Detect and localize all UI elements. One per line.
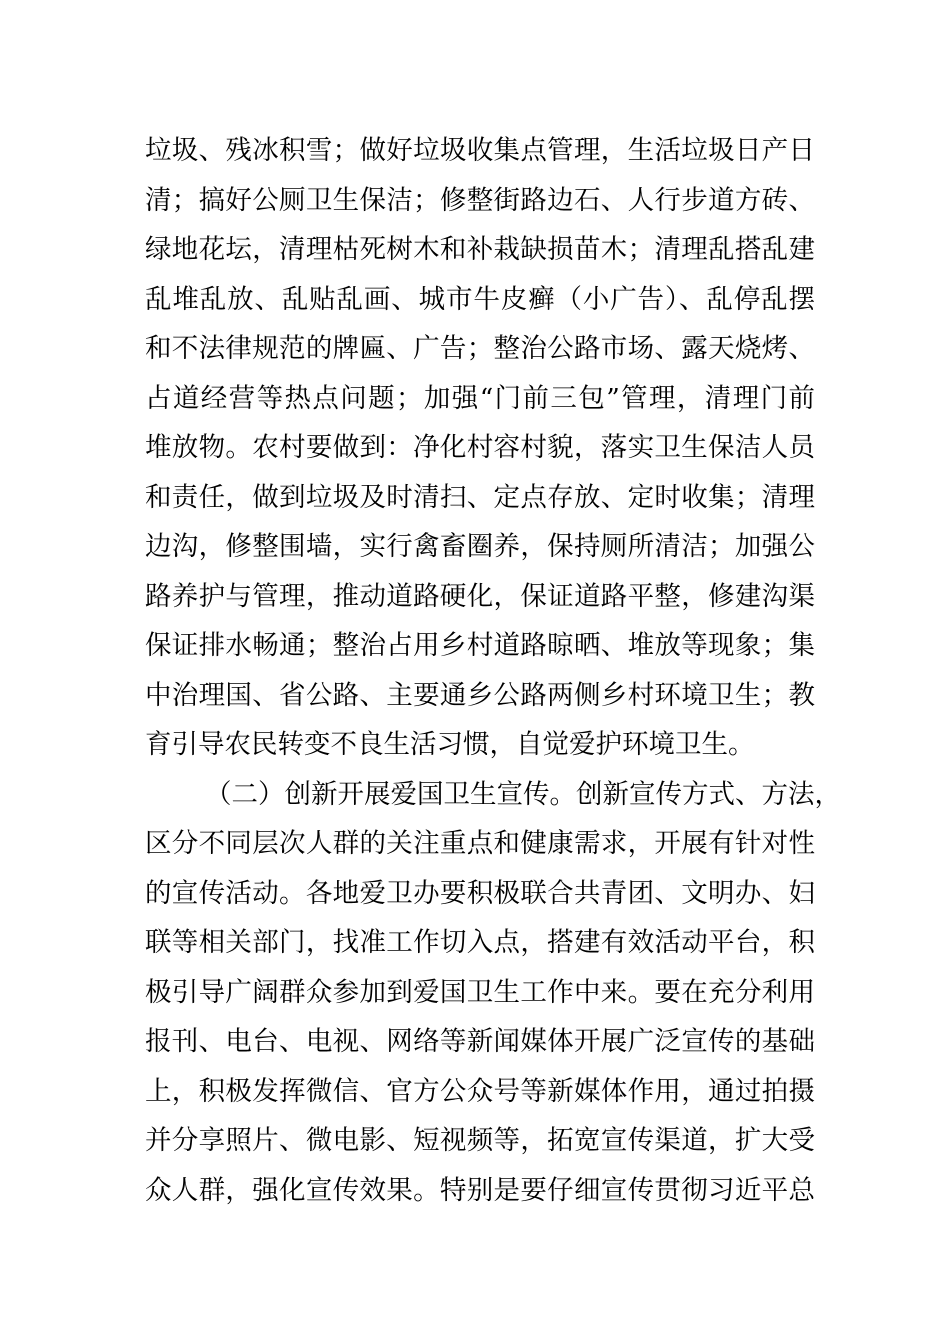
text-line: 边沟，修整围墙，实行禽畜圈养，保持厕所清洁；加强公 <box>145 531 815 562</box>
text-line: 和不法律规范的牌匾、广告；整治公路市场、露天烧烤、 <box>145 333 815 364</box>
text-line: 报刊、电台、电视、网络等新闻媒体开展广泛宣传的基础 <box>145 1026 815 1057</box>
text-line: 的宣传活动。各地爱卫办要积极联合共青团、文明办、妇 <box>145 877 815 909</box>
text-line: 区分不同层次人群的关注重点和健康需求，开展有针对性 <box>145 828 815 859</box>
text-line: 路养护与管理，推动道路硬化，保证道路平整，修建沟渠 <box>145 580 815 612</box>
text-line: 乱堆乱放、乱贴乱画、城市牛皮癣（小广告）、乱停乱摆 <box>145 283 815 315</box>
text-line: 和责任，做到垃圾及时清扫、定点存放、定时收集；清理 <box>145 481 815 513</box>
text-line: 垃圾、残冰积雪；做好垃圾收集点管理，生活垃圾日产日 <box>145 135 815 166</box>
text-line: 众人群，强化宣传效果。特别是要仔细宣传贯彻习近平总 <box>145 1174 815 1206</box>
text-line: 清；搞好公厕卫生保洁；修整街路边石、人行步道方砖、 <box>145 184 815 216</box>
text-line: 保证排水畅通；整治占用乡村道路晾晒、堆放等现象；集 <box>145 630 815 661</box>
text-line: 堆放物。农村要做到：净化村容村貌，落实卫生保洁人员 <box>145 432 815 463</box>
text-line: 联等相关部门，找准工作切入点，搭建有效活动平台，积 <box>145 927 815 958</box>
paragraph-patriotic-health-publicity <box>145 770 841 1216</box>
text-line: 极引导广阔群众参加到爱国卫生工作中来。要在充分利用 <box>145 976 815 1008</box>
text-line: 并分享照片、微电影、短视频等，拓宽宣传渠道，扩大受 <box>145 1125 815 1156</box>
text-line: 上，积极发挥微信、官方公众号等新媒体作用，通过拍摄 <box>145 1075 815 1107</box>
text-line: 绿地花坛，清理枯死树木和补栽缺损苗木；清理乱搭乱建 <box>145 234 815 265</box>
section-heading-line: （二）创新开展爱国卫生宣传。创新宣传方式、方法， <box>205 778 841 810</box>
text-line: 育引导农民转变不良生活习惯，自觉爱护环境卫生。 <box>145 729 755 760</box>
text-line: 占道经营等热点问题；加强“门前三包”管理，清理门前 <box>145 382 815 414</box>
text-line: 中治理国、省公路、主要通乡公路两侧乡村环境卫生；教 <box>145 679 815 711</box>
document-body <box>145 126 841 1215</box>
paragraph-environment-rectification <box>145 126 815 770</box>
